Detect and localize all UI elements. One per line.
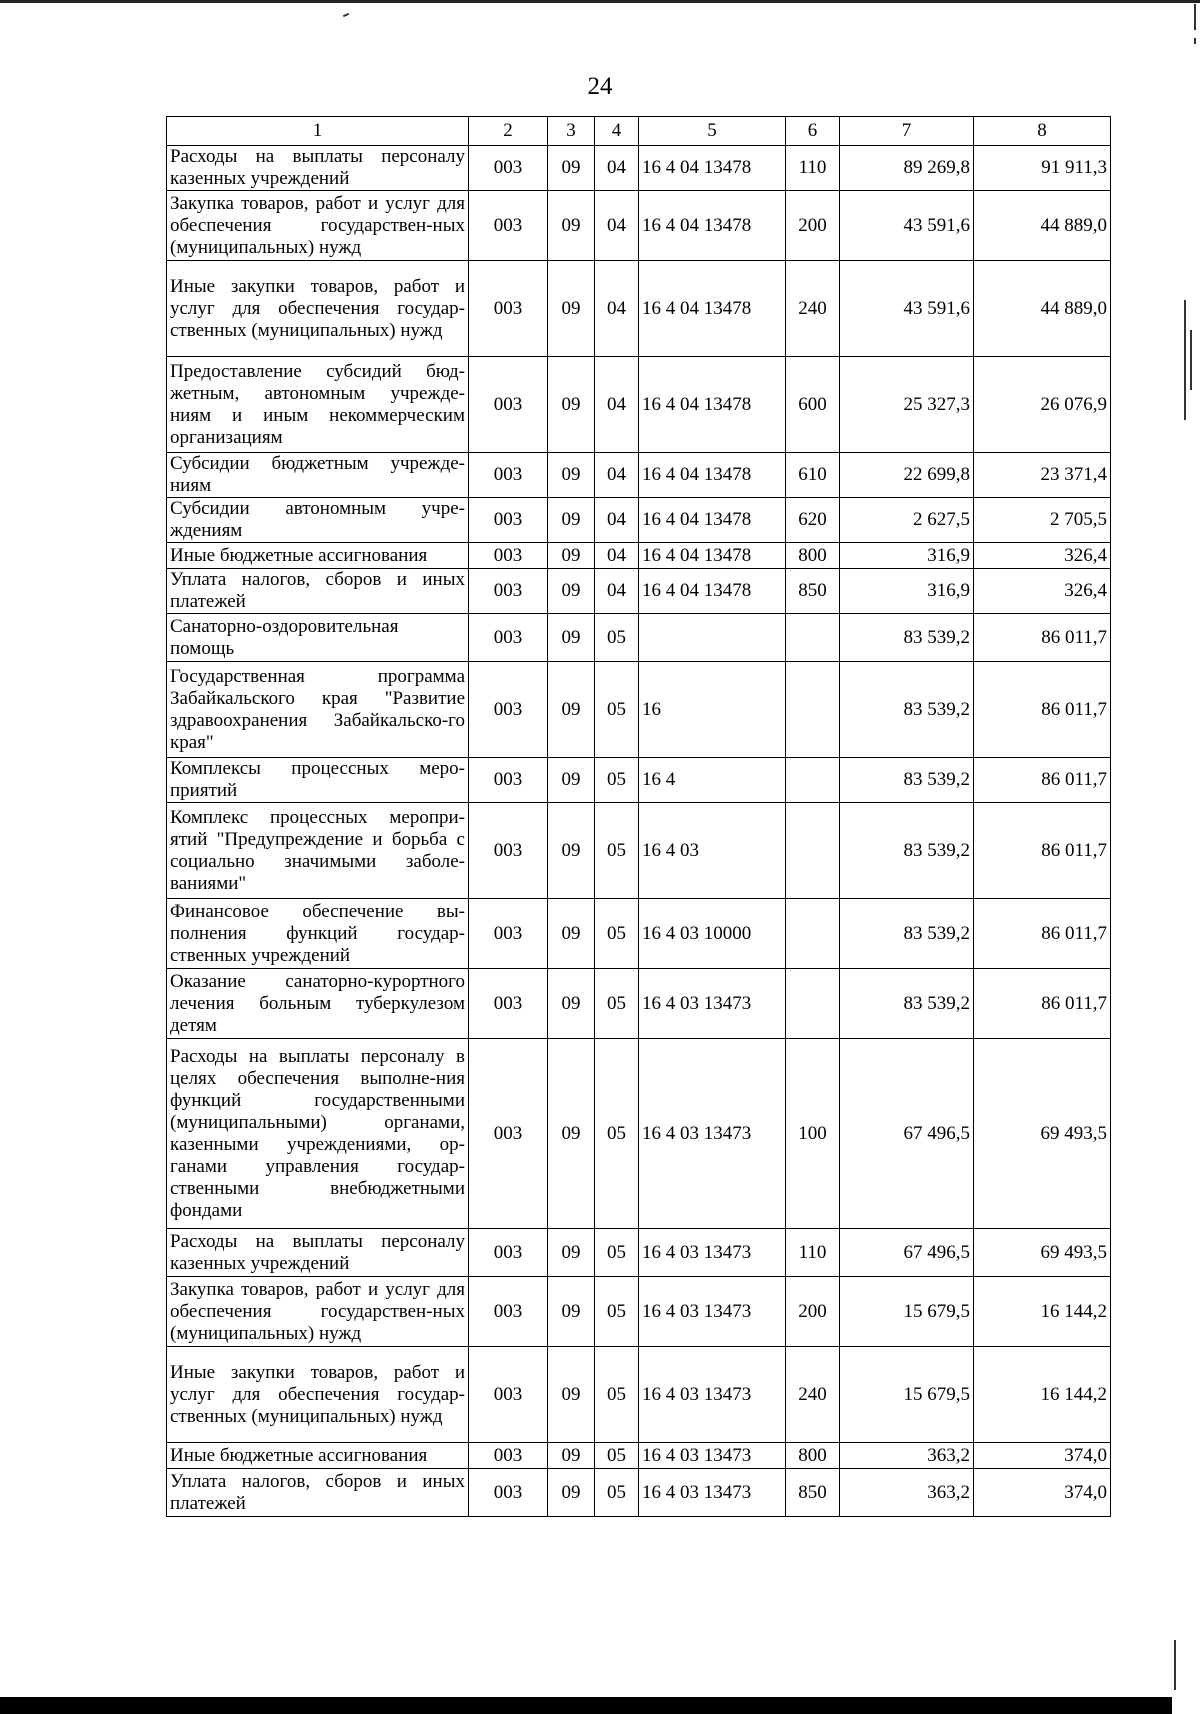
amount-col8: 16 144,2 [974,1277,1111,1347]
table-row [167,146,1111,191]
section-code: 003 [469,1229,548,1277]
subsection-code: 05 [595,1347,639,1443]
chapter-code: 09 [548,969,595,1039]
amount-col7: 83 539,2 [840,758,974,803]
target-article-code: 16 4 04 13478 [639,146,786,191]
scan-top-border [0,0,1200,3]
amount-col7: 25 327,3 [840,357,974,453]
chapter-code: 09 [548,1469,595,1517]
target-article-code: 16 4 03 13473 [639,1277,786,1347]
table-row [167,803,1111,899]
amount-col7: 83 539,2 [840,662,974,758]
chapter-code: 09 [548,261,595,357]
target-article-code [639,614,786,662]
amount-col7: 67 496,5 [840,1229,974,1277]
expense-type-code: 800 [786,543,840,569]
chapter-code: 09 [548,1277,595,1347]
target-article-code: 16 4 03 13473 [639,1469,786,1517]
subsection-code: 05 [595,1039,639,1229]
chapter-code: 09 [548,1443,595,1469]
target-article-code: 16 4 04 13478 [639,357,786,453]
expense-type-code: 600 [786,357,840,453]
amount-col8: 44 889,0 [974,261,1111,357]
amount-col7: 83 539,2 [840,614,974,662]
amount-col7: 89 269,8 [840,146,974,191]
amount-col7: 83 539,2 [840,899,974,969]
amount-col7: 15 679,5 [840,1277,974,1347]
amount-col8: 86 011,7 [974,614,1111,662]
table-row [167,498,1111,543]
chapter-code: 09 [548,569,595,614]
header-cell: 8 [974,117,1111,146]
amount-col7: 316,9 [840,569,974,614]
table-row [167,1277,1111,1347]
section-code: 003 [469,261,548,357]
amount-col8: 91 911,3 [974,146,1111,191]
amount-col8: 86 011,7 [974,899,1111,969]
subsection-code: 05 [595,662,639,758]
table-row [167,1469,1111,1517]
subsection-code: 05 [595,803,639,899]
expense-type-code: 610 [786,453,840,498]
header-cell: 5 [639,117,786,146]
subsection-code: 05 [595,758,639,803]
subsection-code: 05 [595,1229,639,1277]
header-row [167,117,1111,146]
row-name: Комплекс процессных меропри-ятий "Предупреждение и борьба с социально значимыми заболе-ваниями" [167,803,469,899]
target-article-code: 16 4 04 13478 [639,569,786,614]
amount-col8: 2 705,5 [974,498,1111,543]
expense-type-code: 110 [786,146,840,191]
scan-edge-mark [1184,300,1186,420]
row-name: Иные бюджетные ассигнования [167,543,469,569]
amount-col8: 326,4 [974,543,1111,569]
row-name: Субсидии автономным учре-ждениям [167,498,469,543]
amount-col7: 2 627,5 [840,498,974,543]
scan-edge-mark [1194,4,1196,30]
header-cell: 3 [548,117,595,146]
chapter-code: 09 [548,357,595,453]
section-code: 003 [469,803,548,899]
subsection-code: 05 [595,614,639,662]
section-code: 003 [469,969,548,1039]
chapter-code: 09 [548,498,595,543]
subsection-code: 05 [595,969,639,1039]
row-name: Расходы на выплаты персоналу казенных учреждений [167,146,469,191]
section-code: 003 [469,1039,548,1229]
target-article-code: 16 4 04 13478 [639,498,786,543]
section-code: 003 [469,614,548,662]
table-row [167,662,1111,758]
row-name: Закупка товаров, работ и услуг для обеспечения государствен-ных (муниципальных) нужд [167,191,469,261]
budget-table [166,116,1111,1517]
table-row [167,191,1111,261]
row-name: Расходы на выплаты персоналу казенных учреждений [167,1229,469,1277]
chapter-code: 09 [548,758,595,803]
row-name: Санаторно-оздоровительная помощь [167,614,469,662]
row-name: Иные закупки товаров, работ и услуг для обеспечения государ-ственных (муниципальных) нужд [167,261,469,357]
amount-col8: 86 011,7 [974,758,1111,803]
target-article-code: 16 4 03 13473 [639,969,786,1039]
table-row [167,1443,1111,1469]
row-name: Расходы на выплаты персоналу в целях обеспечения выполне-ния функций государственными (муниципальными) органами, казенными учреждениями, ор-ганами управления государ-ственными внебюджетными фондами [167,1039,469,1229]
page-number: 24 [587,73,613,100]
row-name: Субсидии бюджетным учрежде-ниям [167,453,469,498]
section-code: 003 [469,146,548,191]
expense-type-code: 110 [786,1229,840,1277]
expense-type-code: 620 [786,498,840,543]
table-row [167,1039,1111,1229]
subsection-code: 04 [595,146,639,191]
amount-col7: 363,2 [840,1443,974,1469]
amount-col8: 374,0 [974,1469,1111,1517]
target-article-code: 16 4 03 13473 [639,1347,786,1443]
amount-col8: 16 144,2 [974,1347,1111,1443]
scan-bottom-band [0,1697,1172,1714]
amount-col7: 67 496,5 [840,1039,974,1229]
amount-col7: 22 699,8 [840,453,974,498]
expense-type-code [786,662,840,758]
expense-type-code [786,899,840,969]
expense-type-code: 240 [786,1347,840,1443]
expense-type-code: 240 [786,261,840,357]
row-name: Оказание санаторно-курортного лечения больным туберкулезом детям [167,969,469,1039]
header-cell: 6 [786,117,840,146]
amount-col8: 69 493,5 [974,1229,1111,1277]
section-code: 003 [469,1277,548,1347]
chapter-code: 09 [548,543,595,569]
section-code: 003 [469,1347,548,1443]
table-row [167,1229,1111,1277]
chapter-code: 09 [548,1229,595,1277]
section-code: 003 [469,543,548,569]
amount-col7: 43 591,6 [840,191,974,261]
amount-col8: 326,4 [974,569,1111,614]
header-cell: 2 [469,117,548,146]
section-code: 003 [469,1443,548,1469]
amount-col7: 43 591,6 [840,261,974,357]
subsection-code: 05 [595,1277,639,1347]
section-code: 003 [469,569,548,614]
chapter-code: 09 [548,899,595,969]
target-article-code: 16 4 04 13478 [639,261,786,357]
section-code: 003 [469,453,548,498]
chapter-code: 09 [548,146,595,191]
chapter-code: 09 [548,1039,595,1229]
subsection-code: 04 [595,191,639,261]
subsection-code: 05 [595,1443,639,1469]
subsection-code: 04 [595,543,639,569]
section-code: 003 [469,498,548,543]
target-article-code: 16 [639,662,786,758]
section-code: 003 [469,357,548,453]
chapter-code: 09 [548,614,595,662]
target-article-code: 16 4 03 10000 [639,899,786,969]
table-row [167,1347,1111,1443]
amount-col8: 86 011,7 [974,662,1111,758]
row-name: Комплексы процессных меро-приятий [167,758,469,803]
row-name: Предоставление субсидий бюд-жетным, автономным учрежде-ниям и иным некоммерческим организациям [167,357,469,453]
scan-speck [343,13,349,17]
subsection-code: 04 [595,569,639,614]
amount-col7: 316,9 [840,543,974,569]
expense-type-code: 850 [786,1469,840,1517]
amount-col7: 83 539,2 [840,803,974,899]
section-code: 003 [469,1469,548,1517]
subsection-code: 04 [595,357,639,453]
row-name: Государственная программа Забайкальского края "Развитие здравоохранения Забайкальско-го края" [167,662,469,758]
subsection-code: 05 [595,899,639,969]
expense-type-code: 800 [786,1443,840,1469]
target-article-code: 16 4 03 [639,803,786,899]
chapter-code: 09 [548,191,595,261]
expense-type-code [786,614,840,662]
table-row [167,357,1111,453]
table-row [167,758,1111,803]
row-name: Иные закупки товаров, работ и услуг для обеспечения государ-ственных (муниципальных) нужд [167,1347,469,1443]
amount-col8: 374,0 [974,1443,1111,1469]
table-row [167,969,1111,1039]
subsection-code: 05 [595,1469,639,1517]
amount-col8: 86 011,7 [974,969,1111,1039]
amount-col8: 44 889,0 [974,191,1111,261]
target-article-code: 16 4 04 13478 [639,543,786,569]
section-code: 003 [469,758,548,803]
amount-col8: 23 371,4 [974,453,1111,498]
header-cell: 7 [840,117,974,146]
chapter-code: 09 [548,803,595,899]
scan-edge-mark [1190,330,1192,390]
target-article-code: 16 4 [639,758,786,803]
amount-col8: 69 493,5 [974,1039,1111,1229]
amount-col7: 83 539,2 [840,969,974,1039]
chapter-code: 09 [548,1347,595,1443]
section-code: 003 [469,662,548,758]
row-name: Иные бюджетные ассигнования [167,1443,469,1469]
expense-type-code: 200 [786,191,840,261]
table-row [167,543,1111,569]
row-name: Уплата налогов, сборов и иных платежей [167,1469,469,1517]
chapter-code: 09 [548,662,595,758]
section-code: 003 [469,191,548,261]
header-cell: 4 [595,117,639,146]
row-name: Уплата налогов, сборов и иных платежей [167,569,469,614]
expense-type-code: 100 [786,1039,840,1229]
subsection-code: 04 [595,261,639,357]
amount-col7: 363,2 [840,1469,974,1517]
amount-col7: 15 679,5 [840,1347,974,1443]
expense-type-code [786,969,840,1039]
target-article-code: 16 4 03 13473 [639,1443,786,1469]
target-article-code: 16 4 04 13478 [639,453,786,498]
expense-type-code: 200 [786,1277,840,1347]
header-cell: 1 [167,117,469,146]
subsection-code: 04 [595,498,639,543]
table-row [167,453,1111,498]
row-name: Закупка товаров, работ и услуг для обеспечения государствен-ных (муниципальных) нужд [167,1277,469,1347]
table-row [167,261,1111,357]
scan-edge-mark [1174,1640,1176,1690]
amount-col8: 26 076,9 [974,357,1111,453]
expense-type-code [786,758,840,803]
amount-col8: 86 011,7 [974,803,1111,899]
subsection-code: 04 [595,453,639,498]
row-name: Финансовое обеспечение вы-полнения функций государ-ственных учреждений [167,899,469,969]
table-row [167,899,1111,969]
target-article-code: 16 4 03 13473 [639,1229,786,1277]
section-code: 003 [469,899,548,969]
target-article-code: 16 4 03 13473 [639,1039,786,1229]
scan-edge-mark [1194,38,1196,44]
target-article-code: 16 4 04 13478 [639,191,786,261]
expense-type-code: 850 [786,569,840,614]
chapter-code: 09 [548,453,595,498]
table-row [167,614,1111,662]
expense-type-code [786,803,840,899]
table-row [167,569,1111,614]
